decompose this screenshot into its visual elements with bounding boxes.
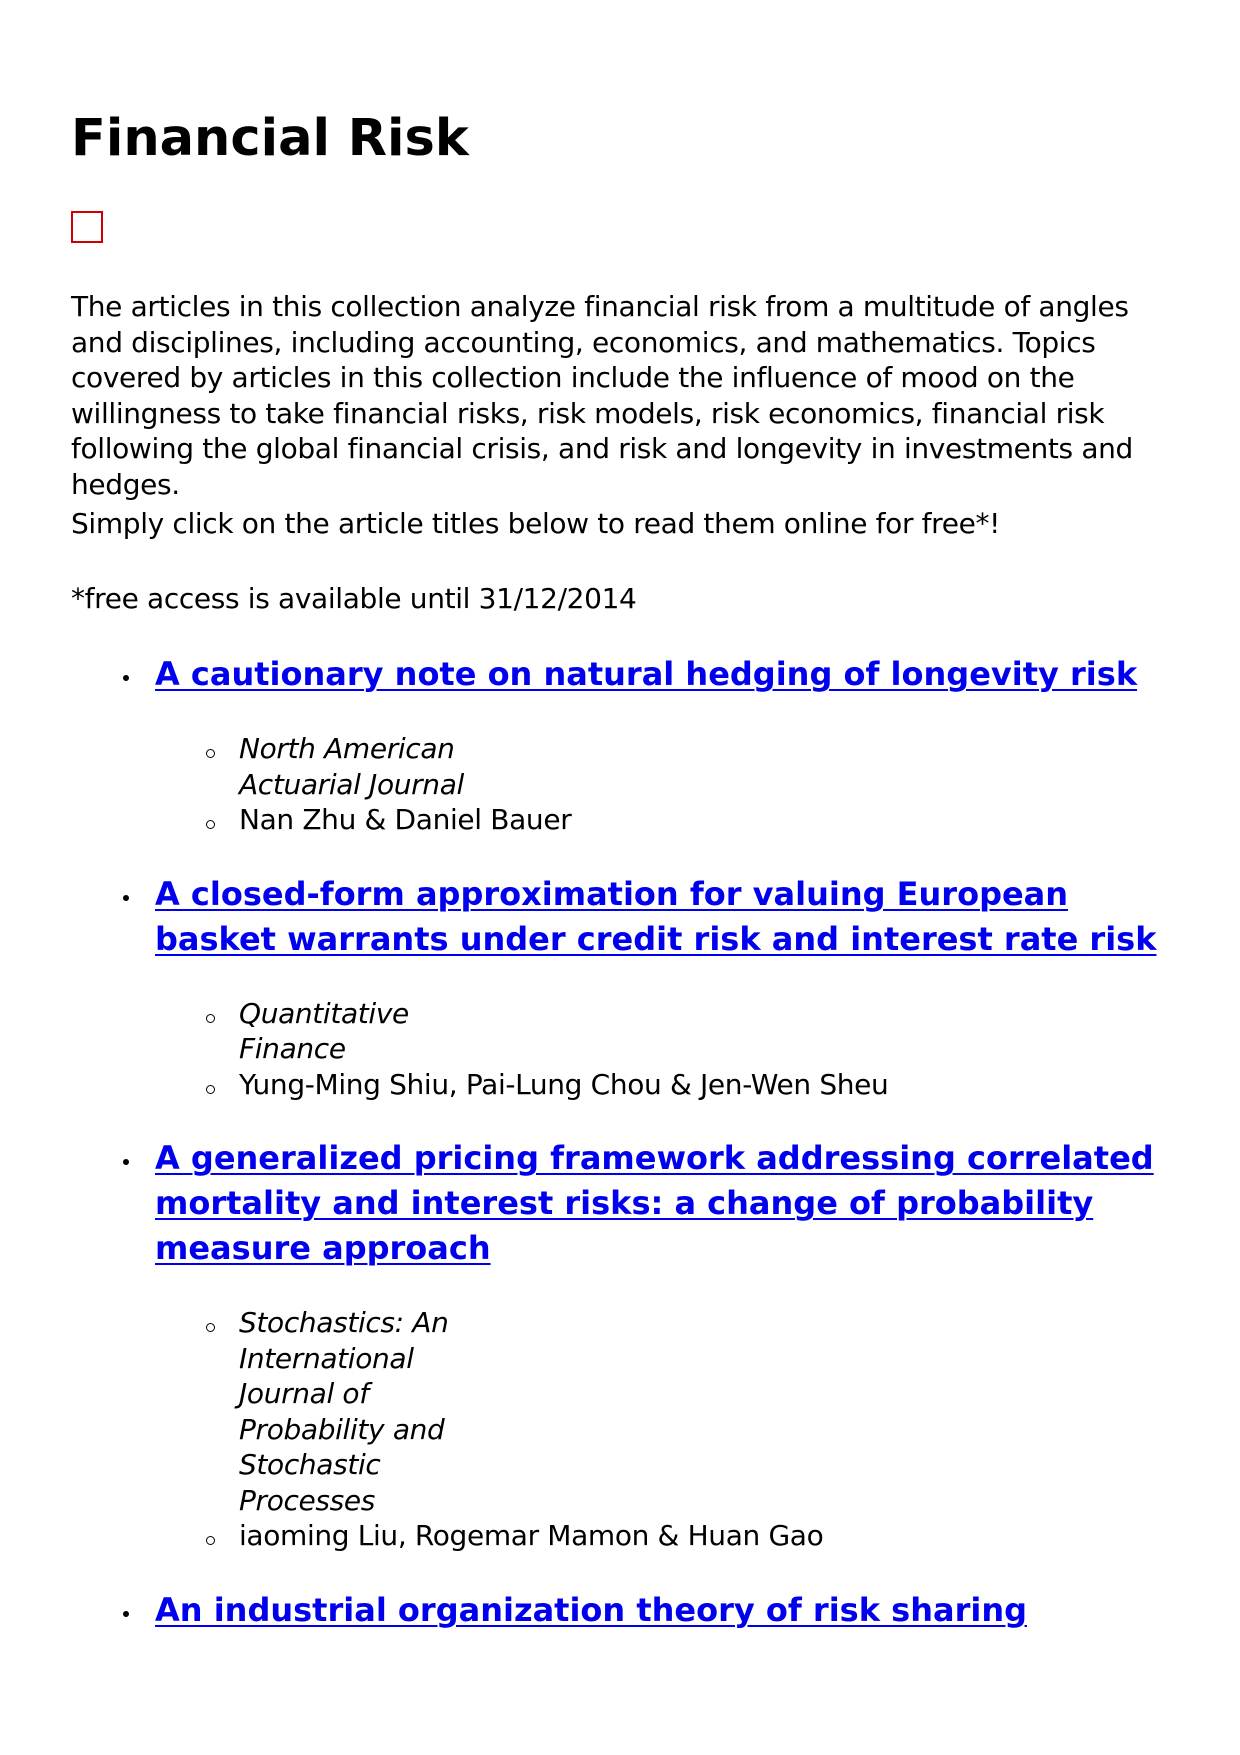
journal-name: North American Actuarial Journal — [239, 732, 464, 801]
broken-image-icon — [71, 211, 103, 243]
article-item — [71, 1136, 1171, 1554]
bullet-icon — [123, 1611, 129, 1617]
circle-bullet-icon — [206, 749, 215, 758]
article-item — [71, 872, 1171, 1103]
journal-name: Stochastics: An International Journal of Probability and Stochastic Processes — [239, 1306, 449, 1517]
article-details — [71, 996, 1171, 1103]
author-names: iaoming Liu, Rogemar Mamon & Huan Gao — [239, 1519, 824, 1552]
author-names: Nan Zhu & Daniel Bauer — [239, 803, 572, 836]
article-title-link[interactable]: A cautionary note on natural hedging of longevity risk — [155, 655, 1138, 693]
article-authors — [71, 1518, 1171, 1554]
bullet-icon — [123, 895, 129, 901]
circle-bullet-icon — [206, 1014, 215, 1023]
free-access-note: *free access is available until 31/12/2014 — [71, 582, 637, 615]
instruction-text: Simply click on the article titles below to read them online for free*! — [71, 507, 1000, 540]
bullet-icon — [123, 1159, 129, 1165]
article-authors — [71, 802, 1171, 838]
bullet-icon — [123, 675, 129, 681]
circle-bullet-icon — [206, 1323, 215, 1332]
author-names: Yung-Ming Shiu, Pai-Lung Chou & Jen-Wen Sheu — [239, 1067, 889, 1101]
article-authors — [71, 1067, 1171, 1103]
article-title-link[interactable]: A closed-form approximation for valuing European basket warrants under credit risk and interest rate risk — [155, 874, 1157, 958]
article-details — [71, 1305, 1171, 1554]
intro-paragraph: The articles in this collection analyze financial risk from a multitude of angles and disciplines, including accounting, economics, and mathematics. Topics covered by articles in this collection include the influence of mood on the willingness to take financial risks, risk models, risk economics, financial risk following the global financial crisis, and risk and longevity in investments and hedges. — [71, 290, 1133, 501]
article-journal — [239, 996, 469, 1067]
article-item — [71, 1588, 1171, 1633]
journal-name: Quantitative Finance — [239, 996, 409, 1065]
circle-bullet-icon — [206, 1536, 215, 1545]
article-item — [71, 652, 1171, 838]
article-details — [71, 731, 1171, 838]
circle-bullet-icon — [206, 1085, 215, 1094]
article-title-link[interactable]: An industrial organization theory of risk sharing — [155, 1590, 1027, 1629]
article-list — [71, 652, 1171, 1633]
article-title-link[interactable]: A generalized pricing framework addressing correlated mortality and interest risks: a change of probability measure approach — [155, 1139, 1154, 1267]
article-journal — [239, 731, 469, 802]
article-journal — [239, 1305, 469, 1518]
circle-bullet-icon — [206, 820, 215, 829]
page-title: Financial Risk — [71, 109, 469, 168]
